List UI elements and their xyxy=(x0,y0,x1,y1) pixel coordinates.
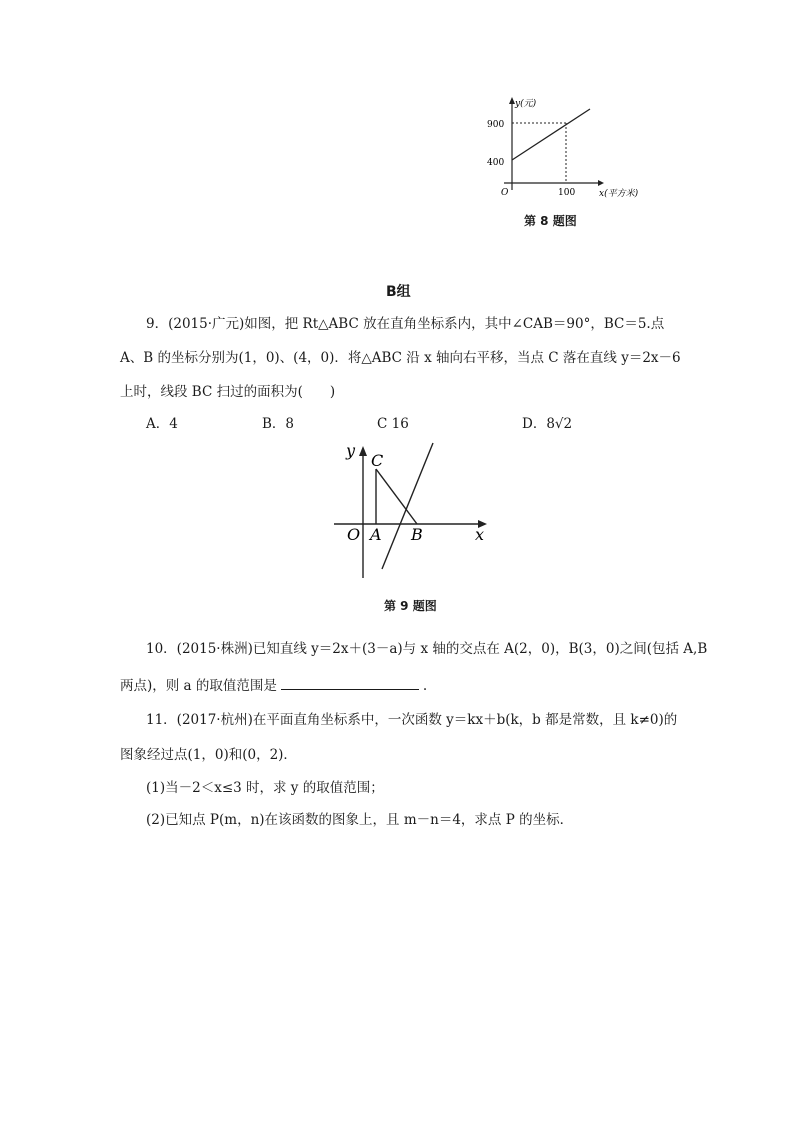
figure-9-caption: 第 9 题图 xyxy=(384,599,437,613)
fig8-function-line xyxy=(512,109,590,160)
fig8-tick-100: 100 xyxy=(558,188,576,198)
fig8-tick-400: 400 xyxy=(487,158,505,168)
q11-line-2: 图象经过点(1，0)和(0，2)． xyxy=(120,747,297,763)
fig9-label-x: x xyxy=(475,525,485,544)
fig8-x-arrow xyxy=(598,180,604,186)
q11-part-2: (2)已知点 P(m，n)在该函数的图象上，且 m－n＝4，求点 P 的坐标． xyxy=(146,812,574,828)
fig9-label-o: O xyxy=(347,525,361,544)
q10-line-2 xyxy=(120,675,427,696)
fig8-x-axis-label: x(平方米) xyxy=(599,189,639,199)
q9-line-2: A、B 的坐标分别为(1，0)、(4，0)．将△ABC 沿 x 轴向右平移，当点 C 落在直线 y＝2x－6 xyxy=(120,350,681,366)
figure-9-graph xyxy=(330,438,500,583)
q9-option-b: B．8 xyxy=(262,416,295,432)
fig9-y-arrow xyxy=(359,446,367,456)
fig8-origin: O xyxy=(501,188,509,198)
fig9-label-b: B xyxy=(411,525,423,544)
q9-option-c: C 16 xyxy=(377,416,409,432)
q9-line-3: 上时，线段 BC 扫过的面积为( ) xyxy=(120,384,336,400)
fig9-label-c: C xyxy=(371,451,384,470)
q10-line-2-end: . xyxy=(422,678,428,694)
q11-part-1: (1)当－2＜x≤3 时，求 y 的取值范围； xyxy=(146,780,384,796)
q10-answer-blank[interactable] xyxy=(281,675,419,690)
fig9-label-y: y xyxy=(346,441,356,460)
q9-option-d: D．8√2 xyxy=(522,416,573,432)
q11-line-1: 11．(2017·杭州)在平面直角坐标系中，一次函数 y＝kx＋b(k，b 都是常数，且 k≠0)的 xyxy=(146,712,678,728)
q9-line-1: 9．(2015·广元)如图，把 Rt△ABC 放在直角坐标系内，其中∠CAB＝90°，BC＝5.点 xyxy=(146,316,665,332)
figure-8-graph xyxy=(480,90,660,202)
fig9-line xyxy=(382,443,433,569)
q9-option-a: A．4 xyxy=(146,416,178,432)
q10-line-1: 10．(2015·株洲)已知直线 y＝2x＋(3－a)与 x 轴的交点在 A(2，0)，B(3，0)之间(包括 A,B xyxy=(146,641,708,657)
q10-line-2-text: 两点)，则 a 的取值范围是 xyxy=(120,678,277,694)
figure-8-caption: 第 8 题图 xyxy=(524,214,577,228)
fig8-y-axis-label: y(元) xyxy=(515,99,537,109)
group-b-heading: B组 xyxy=(386,284,411,300)
fig9-label-a: A xyxy=(370,525,382,544)
fig8-tick-900: 900 xyxy=(487,120,505,130)
